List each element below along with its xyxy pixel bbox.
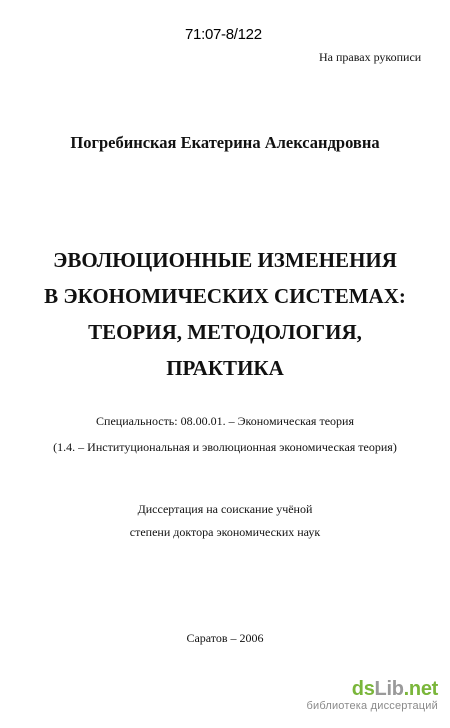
dissertation-degree-line: Диссертация на соискание учёной bbox=[137, 502, 313, 516]
dslib-logo[interactable] bbox=[306, 679, 438, 699]
place-year: Саратов – 2006 bbox=[186, 631, 264, 645]
title-line: В ЭКОНОМИЧЕСКИХ СИСТЕМАХ: bbox=[44, 284, 406, 308]
manuscript-note: На правах рукописи bbox=[319, 50, 422, 64]
subspecialty: (1.4. – Институциональная и эволюционная экономическая теория) bbox=[53, 440, 397, 454]
logo-lib: Lib bbox=[374, 678, 404, 700]
title-line: ЭВОЛЮЦИОННЫЕ ИЗМЕНЕНИЯ bbox=[53, 248, 397, 272]
specialty: Специальность: 08.00.01. – Экономическая теория bbox=[96, 414, 354, 428]
dissertation-degree-line: степени доктора экономических наук bbox=[129, 525, 321, 539]
title-line: ТЕОРИЯ, МЕТОДОЛОГИЯ, bbox=[88, 320, 362, 344]
dissertation-title bbox=[0, 242, 450, 386]
logo-net: .net bbox=[403, 678, 438, 700]
author-name: Погребинская Екатерина Александровна bbox=[70, 133, 380, 152]
watermark-subtitle: библиотека диссертаций bbox=[306, 700, 438, 712]
dslib-watermark[interactable] bbox=[306, 679, 438, 712]
logo-ds: ds bbox=[351, 678, 375, 700]
catalog-number: 71:07-8/122 bbox=[185, 26, 262, 43]
title-line: ПРАКТИКА bbox=[166, 356, 284, 380]
